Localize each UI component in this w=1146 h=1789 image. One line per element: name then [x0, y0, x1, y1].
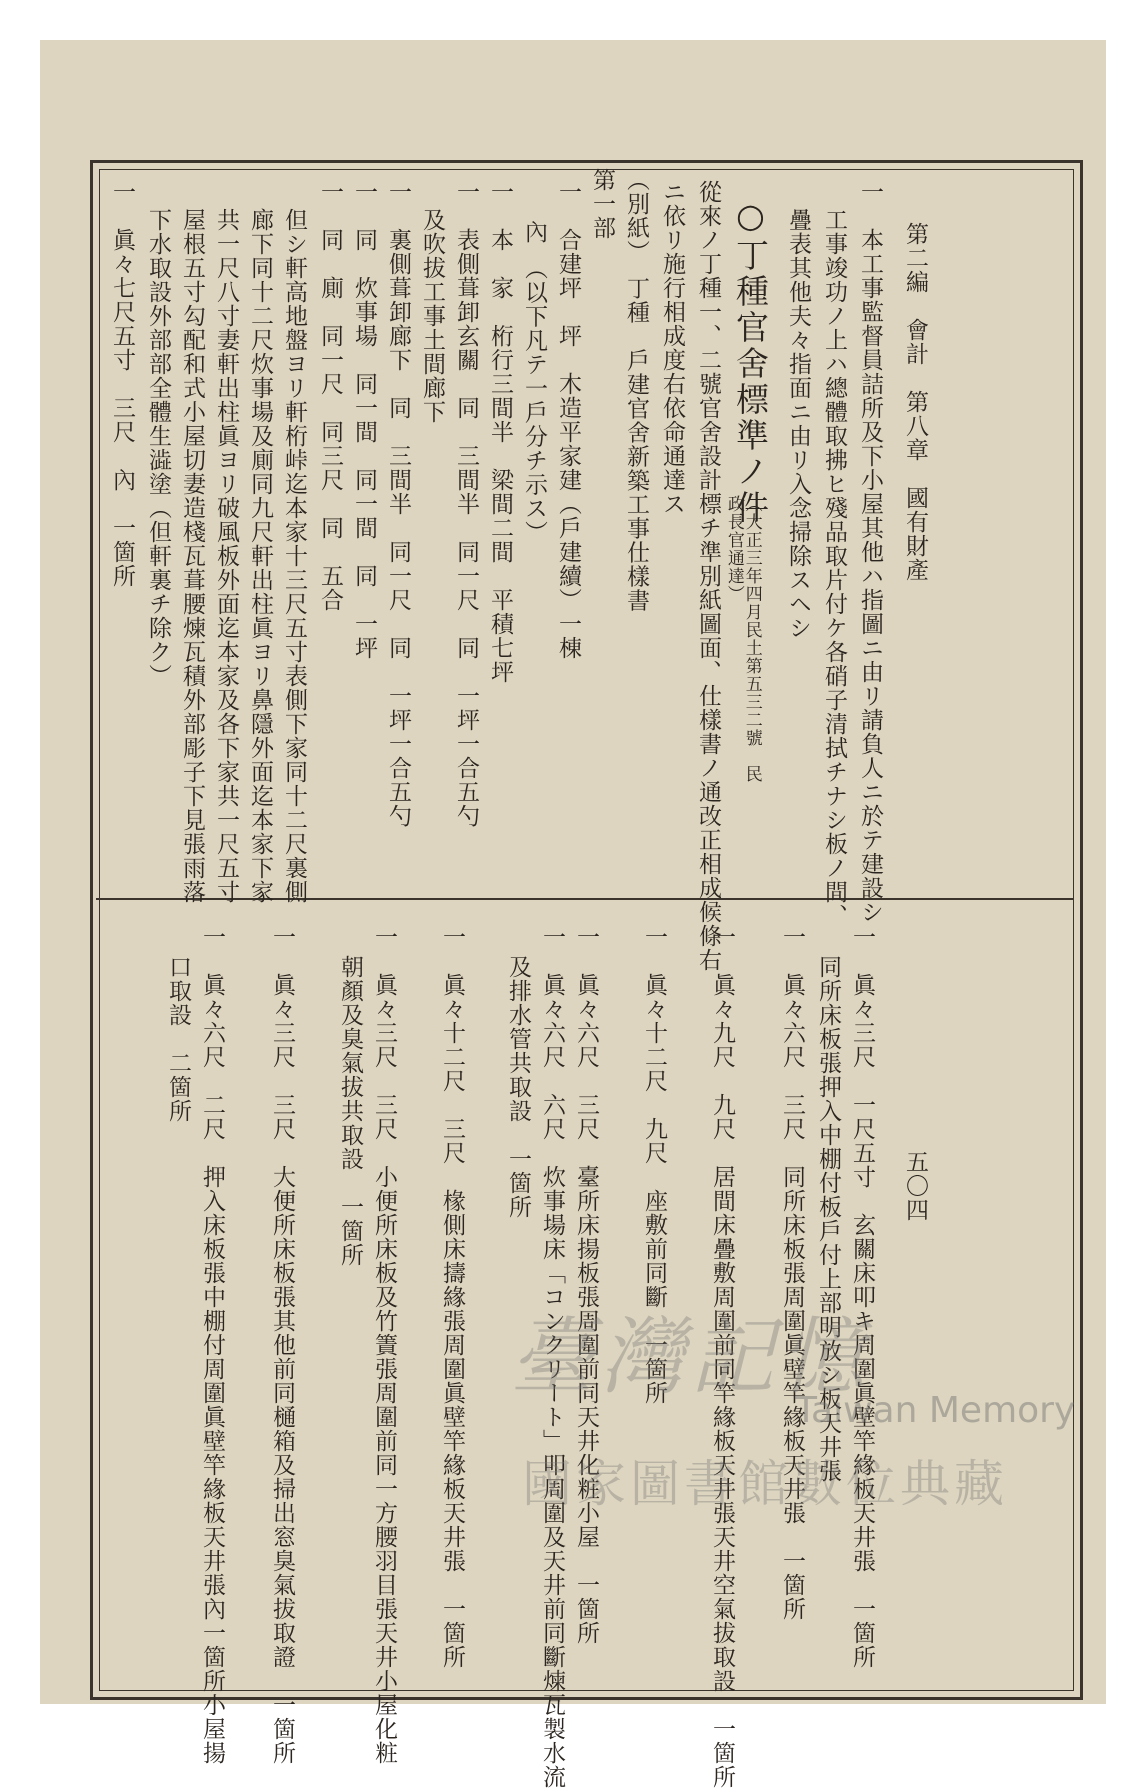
- text-line: 一 眞々七尺五寸 三尺 內 一箇所: [109, 180, 135, 588]
- text-line: 工事竣功ノ上ハ總體取拂ヒ殘品取片付ケ各硝子清拭チナシ板ノ間、: [821, 208, 847, 928]
- text-line: 一 眞々三尺 三尺 大便所床板張其他前同樋箱及掃出窓臭氣拔取證 一箇所: [269, 925, 295, 1765]
- text-line: 一 眞々六尺 六尺 炊事場床「コンクリート」叩周圍及天井前同斷煉瓦製水流: [539, 925, 565, 1789]
- text-line: 一 眞々九尺 九尺 居間床疊敷周圍前同竿緣板天井張天井空氣拔取設 一箇所: [709, 925, 735, 1789]
- text-line: 一 本 家 桁行三間半 梁間二間 平積七坪: [487, 180, 513, 684]
- text-line: 一 眞々十二尺 九尺 座敷前同斷 一箇所: [641, 925, 667, 1405]
- text-line: 一 本工事監督員詰所及下小屋其他ハ指圖ニ由リ請負人ニ於テ建設シ: [857, 180, 883, 924]
- running-header: 第二編 會計 第八章 國有財產: [902, 222, 928, 582]
- text-line: 一 同 炊事場 同一間 同一間 同 一坪: [351, 180, 377, 660]
- article-title: ○丁種官舍標準ノ件: [731, 196, 770, 526]
- section-divider: [96, 898, 1074, 900]
- text-line: （別紙） 丁種 戶建官舍新築工事仕樣書: [623, 168, 649, 613]
- text-line: 一 眞々三尺 三尺 小便所床板及竹簀張周圍前同一方腰羽目張天井小屋化粧: [371, 925, 397, 1765]
- text-line: 一 眞々六尺 三尺 臺所床揚板張周圍前同天井化粧小屋 一箇所: [573, 925, 599, 1645]
- text-line: 廊下同十二尺炊事場及廁同九尺軒出柱眞ヨリ鼻隱外面迄本家下家: [247, 208, 273, 904]
- watermark-logo: 臺灣記憶: [510, 1308, 871, 1406]
- text-line: 但シ軒高地盤ヨリ軒桁峠迄本家十三尺五寸表側下家同十二尺裏側: [281, 208, 307, 904]
- text-line: 口取設 二箇所: [165, 955, 191, 1123]
- watermark-chinese: 國家圖書館數位典藏: [522, 1455, 1008, 1513]
- text-line: 一 同 廁 同一尺 同三尺 同 五合: [317, 180, 343, 612]
- text-line: 內 （以下凡テ一戶分チ示ス）: [521, 220, 547, 545]
- text-line: ニ依リ施行相成度右依命通達ス: [659, 180, 685, 516]
- text-line: 朝顏及臭氣拔共取設 一箇所: [337, 955, 363, 1267]
- text-line: 一 眞々十二尺 三尺 椽側床擣緣張周圍眞壁竿緣板天井張 一箇所: [439, 925, 465, 1669]
- page-number: 五〇四: [902, 1150, 928, 1222]
- text-line: 同所床板張押入中棚付板戶付上部明放シ板天井張: [815, 955, 841, 1483]
- text-line: 屋根五寸勾配和式小屋切妻造棧瓦葺腰煉瓦積外部彫子下見張雨落: [179, 208, 205, 904]
- text-line: 共一尺八寸妻軒出柱眞ヨリ破風板外面迄本家及各下家共一尺五寸: [213, 208, 239, 904]
- watermark-english: Taiwan Memory: [795, 1390, 1076, 1431]
- text-line: 疊表其他夫々指面ニ由リ入念掃除スヘシ: [785, 208, 811, 640]
- text-line: 及排水管共取設 一箇所: [505, 955, 531, 1219]
- text-line: 一 眞々三尺 一尺五寸 玄關床叩キ周圍眞壁竿緣板天井張 一箇所: [849, 925, 875, 1669]
- text-line: 一 眞々六尺 二尺 押入床板張中棚付周圍眞壁竿緣板天井張內一箇所小屋揚: [199, 925, 225, 1765]
- text-line: 一 表側葺卸玄關 同 三間半 同一尺 同 一坪一合五勺: [453, 180, 479, 828]
- text-line: 一 裏側葺卸廊下 同 三間半 同一尺 同 一坪一合五勺: [385, 180, 411, 828]
- text-line: 一 眞々六尺 三尺 同所床板張周圍眞壁竿緣板天井張 一箇所: [779, 925, 805, 1621]
- text-line: 及吹拔工事土間廊下: [419, 208, 445, 424]
- part-heading: 第一部: [589, 168, 615, 240]
- article-date-note: （大正三年四月民土第五三二號 民政長官通達）: [723, 495, 762, 783]
- text-line: 下水取設外部部全體生澁塗（但軒裏チ除ク）: [145, 208, 171, 688]
- text-line: 一 合建坪 坪 木造平家建（戶建續）一棟: [555, 180, 581, 660]
- text-line: 從來ノ丁種一、二號官舍設計標チ準別紙圖面、仕樣書ノ通改正相成候條右: [695, 180, 721, 972]
